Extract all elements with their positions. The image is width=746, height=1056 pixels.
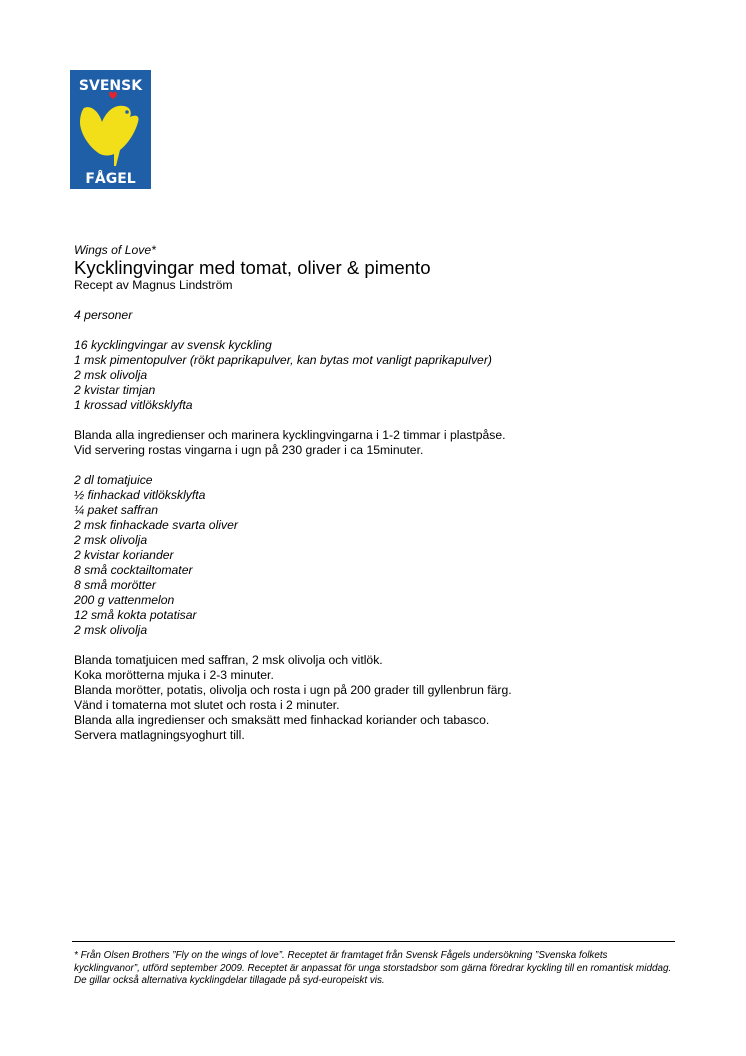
list-item: 8 små cocktailtomater [74,563,193,577]
instruction-line: Vid servering rostas vingarna i ugn på 230 grader i ca 15minuter. [74,443,424,457]
ingredient-list-marinade [74,338,694,413]
instruction-line: Vänd i tomaterna mot slutet och rosta i 2 minuter. [74,698,340,712]
instruction-line: Blanda tomatjuicen med saffran, 2 msk olivolja och vitlök. [74,653,383,667]
list-item: 2 dl tomatjuice [74,473,153,487]
list-item: 2 msk olivolja [74,368,148,382]
svg-text:FÅGEL: FÅGEL [85,171,136,187]
list-item: 12 små kokta potatisar [74,608,197,622]
list-item: 16 kycklingvingar av svensk kyckling [74,338,272,352]
list-item: 2 msk olivolja [74,623,148,637]
list-item: 1 krossad vitlöksklyfta [74,398,193,412]
svensk-fagel-logo [70,70,151,189]
list-item: 2 kvistar koriander [74,548,174,562]
svg-text:SVENSK: SVENSK [78,78,143,94]
recipe-author: Recept av Magnus Lindström [74,278,233,292]
recipe-servings: 4 personer [74,308,133,322]
list-item: 200 g vattenmelon [74,593,175,607]
instructions-side [74,653,694,743]
ingredient-list-side [74,473,694,638]
instruction-line: Blanda alla ingredienser och smaksätt med finhackad koriander och tabasco. [74,713,490,727]
recipe-title: Kycklingvingar med tomat, oliver & pimento [74,257,431,278]
list-item: 2 kvistar timjan [74,383,156,397]
list-item: 1 msk pimentopulver (rökt paprikapulver, kan bytas mot vanligt paprikapulver) [74,353,492,367]
list-item: 2 msk finhackade svarta oliver [74,518,238,532]
recipe-content [74,243,694,743]
instruction-line: Blanda morötter, potatis, olivolja och rosta i ugn på 200 grader till gyllenbrun färg. [74,683,512,697]
instruction-line: Koka morötterna mjuka i 2-3 minuter. [74,668,274,682]
list-item: ½ finhackad vitlöksklyfta [74,488,206,502]
instruction-line: Blanda alla ingredienser och marinera kycklingvingarna i 1-2 timmar i plastpåse. [74,428,506,442]
footnote-divider [72,941,675,942]
list-item: 2 msk olivolja [74,533,148,547]
list-item: ¼ paket saffran [74,503,159,517]
instruction-line: Servera matlagningsyoghurt till. [74,728,245,742]
footnote: * Från Olsen Brothers ”Fly on the wings of love”. Receptet är framtaget från Svensk Fågels undersökning ”Svenska folkets kycklingvanor”, utförd september 2009. Receptet är anpassat för unga storstadsbor som gärna föredrar kyckling till en romantisk middag. De gillar också alternativa kycklingdelar tillagade på syd-europeiskt vis. [74,950,672,986]
instructions-marinade [74,428,694,458]
list-item: 8 små morötter [74,578,156,592]
recipe-subtitle: Wings of Love* [74,243,156,257]
